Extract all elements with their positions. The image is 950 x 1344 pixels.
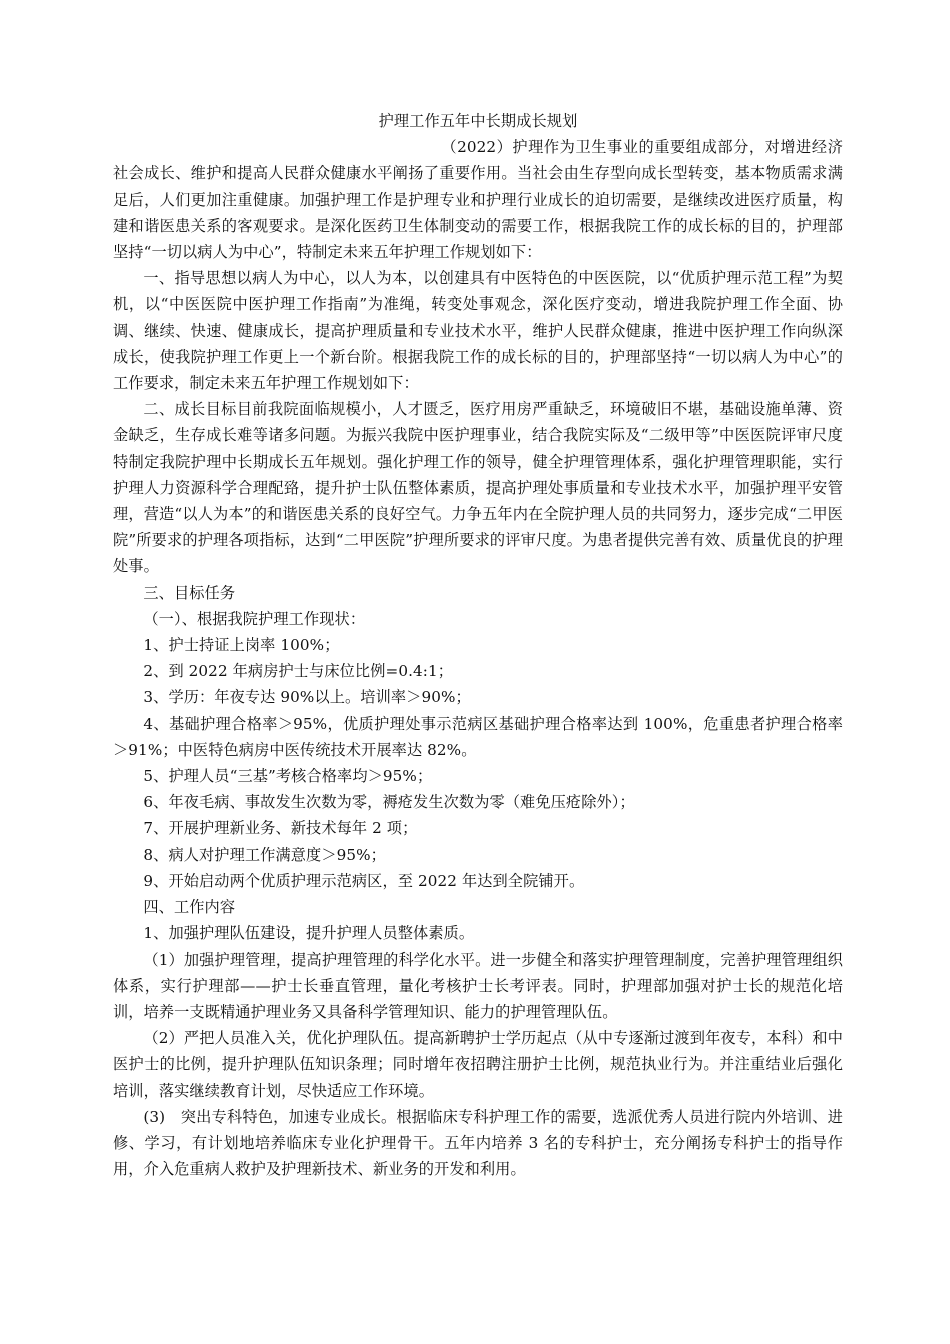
target-item-1: 1、护士持证上岗率 100%； xyxy=(143,636,340,655)
work-subitem-1: （1）加强护理管理，提高护理管理的科学化水平。进一步健全和落实护理管理制度，完善护理管理组织体系，实行护理部——护士长垂直管理，量化考核护士长考评表。同时，护理部加强对护士长的规范化培训，培养一支既精通护理业务又具备科学管理知识、能力的护理管理队伍。 xyxy=(113,950,843,1021)
section-guiding-ideology: 一、指导思想以病人为中心，以人为本，以创建具有中医特色的中医医院，以“优质护理示范工程”为契机，以“中医医院中医护理工作指南”为准绳，转变处事观念，深化医疗变动，增进我院护理工作全面、协调、继续、快速、健康成长，提高护理质量和专业技术水平，维护人民群众健康，推进中医护理工作向纵深成长，使我院护理工作更上一个新台阶。根据我院工作的成长标的目的，护理部坚持“一切以病人为中心”的工作要求，制定未来五年护理工作规划如下： xyxy=(113,269,843,393)
target-item-9: 9、开始启动两个优质护理示范病区，至 2022 年达到全院铺开。 xyxy=(143,871,585,890)
target-item-3: 3、学历：年夜专达 90%以上。培训率＞90%； xyxy=(143,688,471,707)
section-heading-work-content: 四、工作内容 xyxy=(143,898,236,917)
target-item-5: 5、护理人员“三基”考核合格率均＞95%； xyxy=(143,767,433,786)
section-development-goals: 二、成长目标目前我院面临规模小，人才匮乏，医疗用房严重缺乏，环境破旧不堪，基础设施单薄、资金缺乏，生存成长难等诸多问题。为振兴我院中医护理事业，结合我院实际及“二级甲等”中医医院评审尺度特制定我院护理中长期成长五年规划。强化护理工作的领导，健全护理管理体系，强化护理管理职能，实行护理人力资源科学合理配臵，提升护士队伍整体素质，提高护理处事质量和专业技术水平，加强护理平安管理，营造“以人为本”的和谐医患关系的良好空气。力争五年内在全院护理人员的共同努力，逐步完成“二甲医院”所要求的护理各项指标，达到“二甲医院”护理所要求的评审尺度。为患者提供完善有效、质量优良的护理处事。 xyxy=(113,400,843,576)
work-subitem-2: （2）严把人员准入关，优化护理队伍。提高新聘护士学历起点（从中专逐渐过渡到年夜专，本科）和中医护士的比例，提升护理队伍知识条理；同时增年夜招聘注册护士比例，规范执业行为。并注重结业后强化培训，落实继续教育计划，尽快适应工作环境。 xyxy=(113,1029,843,1100)
document-title: 护理工作五年中长期成长规划 xyxy=(378,112,578,130)
subsection-heading-current-status: （一）、根据我院护理工作现状： xyxy=(143,609,366,628)
document-body xyxy=(113,108,843,1182)
section-heading-targets: 三、目标任务 xyxy=(143,583,236,602)
intro-paragraph: （2022）护理作为卫生事业的重要组成部分，对增进经济社会成长、维护和提高人民群众健康水平阐扬了重要作用。当社会由生存型向成长型转变，基本物质需求满足后，人们更加注重健康。加强护理工作是护理专业和护理行业成长的迫切需要，是继续改进医疗质量，构建和谐医患关系的客观要求。是深化医药卫生体制变动的需要工作，根据我院工作的成长标的目的，护理部坚持“一切以病人为中心”，特制定未来五年护理工作规划如下： xyxy=(113,138,843,262)
target-item-4: 4、基础护理合格率＞95%，优质护理处事示范病区基础护理合格率达到 100%，危重患者护理合格率＞91%；中医特色病房中医传统技术开展率达 82%。 xyxy=(113,714,843,759)
target-item-2: 2、到 2022 年病房护士与床位比例=0.4:1； xyxy=(143,662,454,681)
work-item-1-heading: 1、加强护理队伍建设，提升护理人员整体素质。 xyxy=(143,924,475,943)
target-item-7: 7、开展护理新业务、新技术每年 2 项； xyxy=(143,819,418,838)
target-item-8: 8、病人对护理工作满意度＞95%； xyxy=(143,845,386,864)
target-item-6: 6、年夜毛病、事故发生次数为零，褥疮发生次数为零（难免压疮除外）； xyxy=(143,793,635,812)
work-subitem-3: (3) 突出专科特色，加速专业成长。根据临床专科护理工作的需要，选派优秀人员进行院内外培训、进修、学习，有计划地培养临床专业化护理骨干。五年内培养 3 名的专科护士，充分阐扬专科护士的指导作用，介入危重病人救护及护理新技术、新业务的开发和利用。 xyxy=(113,1107,843,1179)
